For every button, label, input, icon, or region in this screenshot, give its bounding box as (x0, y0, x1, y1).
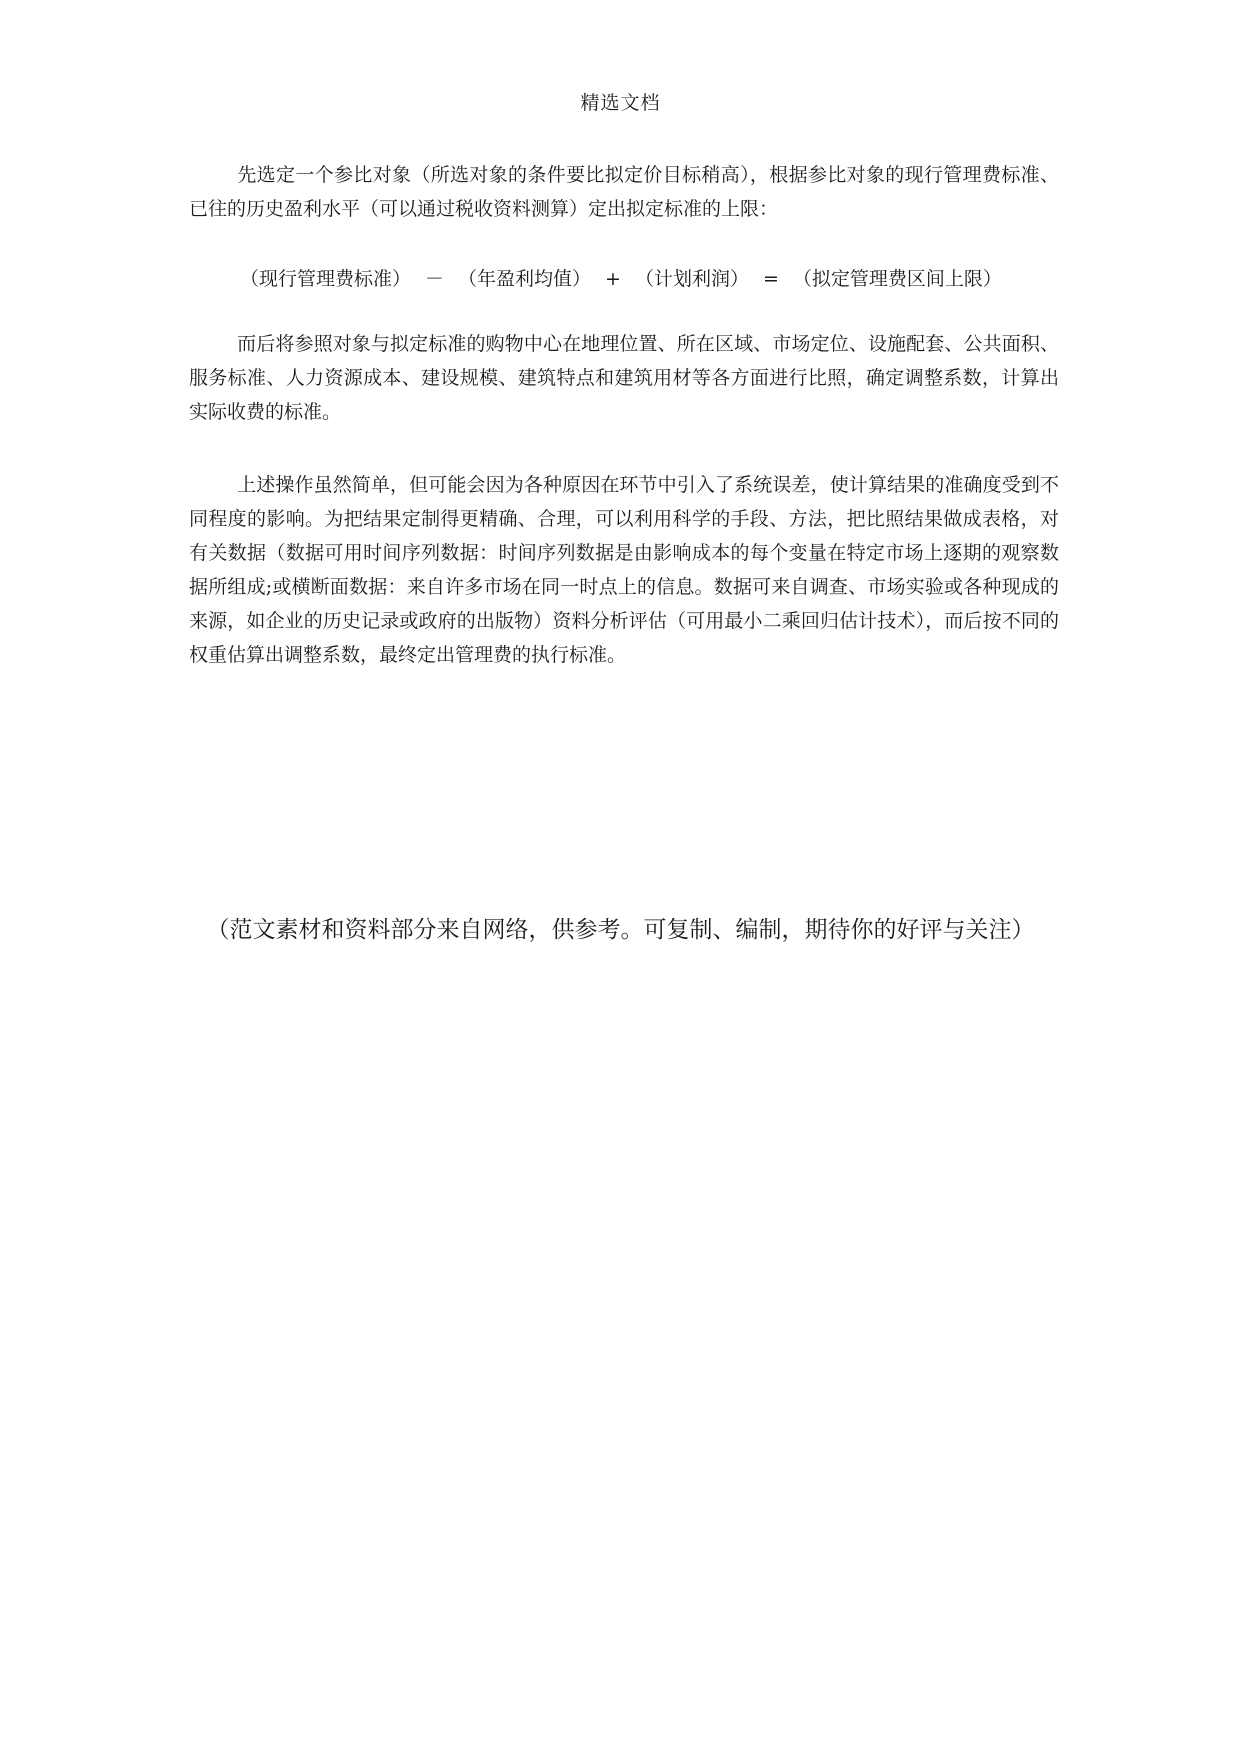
source-disclaimer: （范文素材和资料部分来自网络，供参考。可复制、编制，期待你的好评与关注） (206, 917, 1035, 943)
paragraph-reference-object (189, 158, 1059, 226)
formula-term-upper-limit: （拟定管理费区间上限） (792, 268, 1002, 290)
upper-limit-formula (240, 262, 1060, 296)
paragraph-text: 上述操作虽然简单，但可能会因为各种原因在环节中引入了系统误差，使计算结果的准确度受到不同程度的影响。为把结果定制得更精确、合理，可以利用科学的手段、方法，把比照结果做成表格，对有关数据（数据可用时间序列数据：时间序列数据是由影响成本的每个变量在特定市场上逐期的观察数据所组成;或横断面数据：来自许多市场在同一时点上的信息。数据可来自调查、市场实验或各种现成的来源，如企业的历史记录或政府的出版物）资料分析评估（可用最小二乘回归估计技术），而后按不同的权重估算出调整系数，最终定出管理费的执行标准。 (189, 474, 1059, 666)
paragraph-comparison (189, 327, 1059, 429)
formula-equals-operator: = (762, 268, 779, 290)
paragraph-text: 先选定一个参比对象（所选对象的条件要比拟定价目标稍高），根据参比对象的现行管理费标准、已往的历史盈利水平（可以通过税收资料测算）定出拟定标准的上限： (189, 164, 1059, 220)
formula-plus-operator: + (605, 268, 621, 290)
paragraph-text: 而后将参照对象与拟定标准的购物中心在地理位置、所在区域、市场定位、设施配套、公共面积、服务标准、人力资源成本、建设规模、建筑特点和建筑用材等各方面进行比照，确定调整系数，计算出实际收费的标准。 (189, 333, 1059, 423)
formula-term-annual-profit: （年盈利均值） (458, 268, 592, 290)
formula-term-current-fee: （现行管理费标准） (240, 268, 412, 290)
paragraph-method-analysis (189, 468, 1059, 672)
formula-minus-operator: － (425, 268, 445, 290)
formula-term-planned-profit: （计划利润） (634, 268, 749, 290)
page-header: 精选文档 (580, 92, 661, 114)
